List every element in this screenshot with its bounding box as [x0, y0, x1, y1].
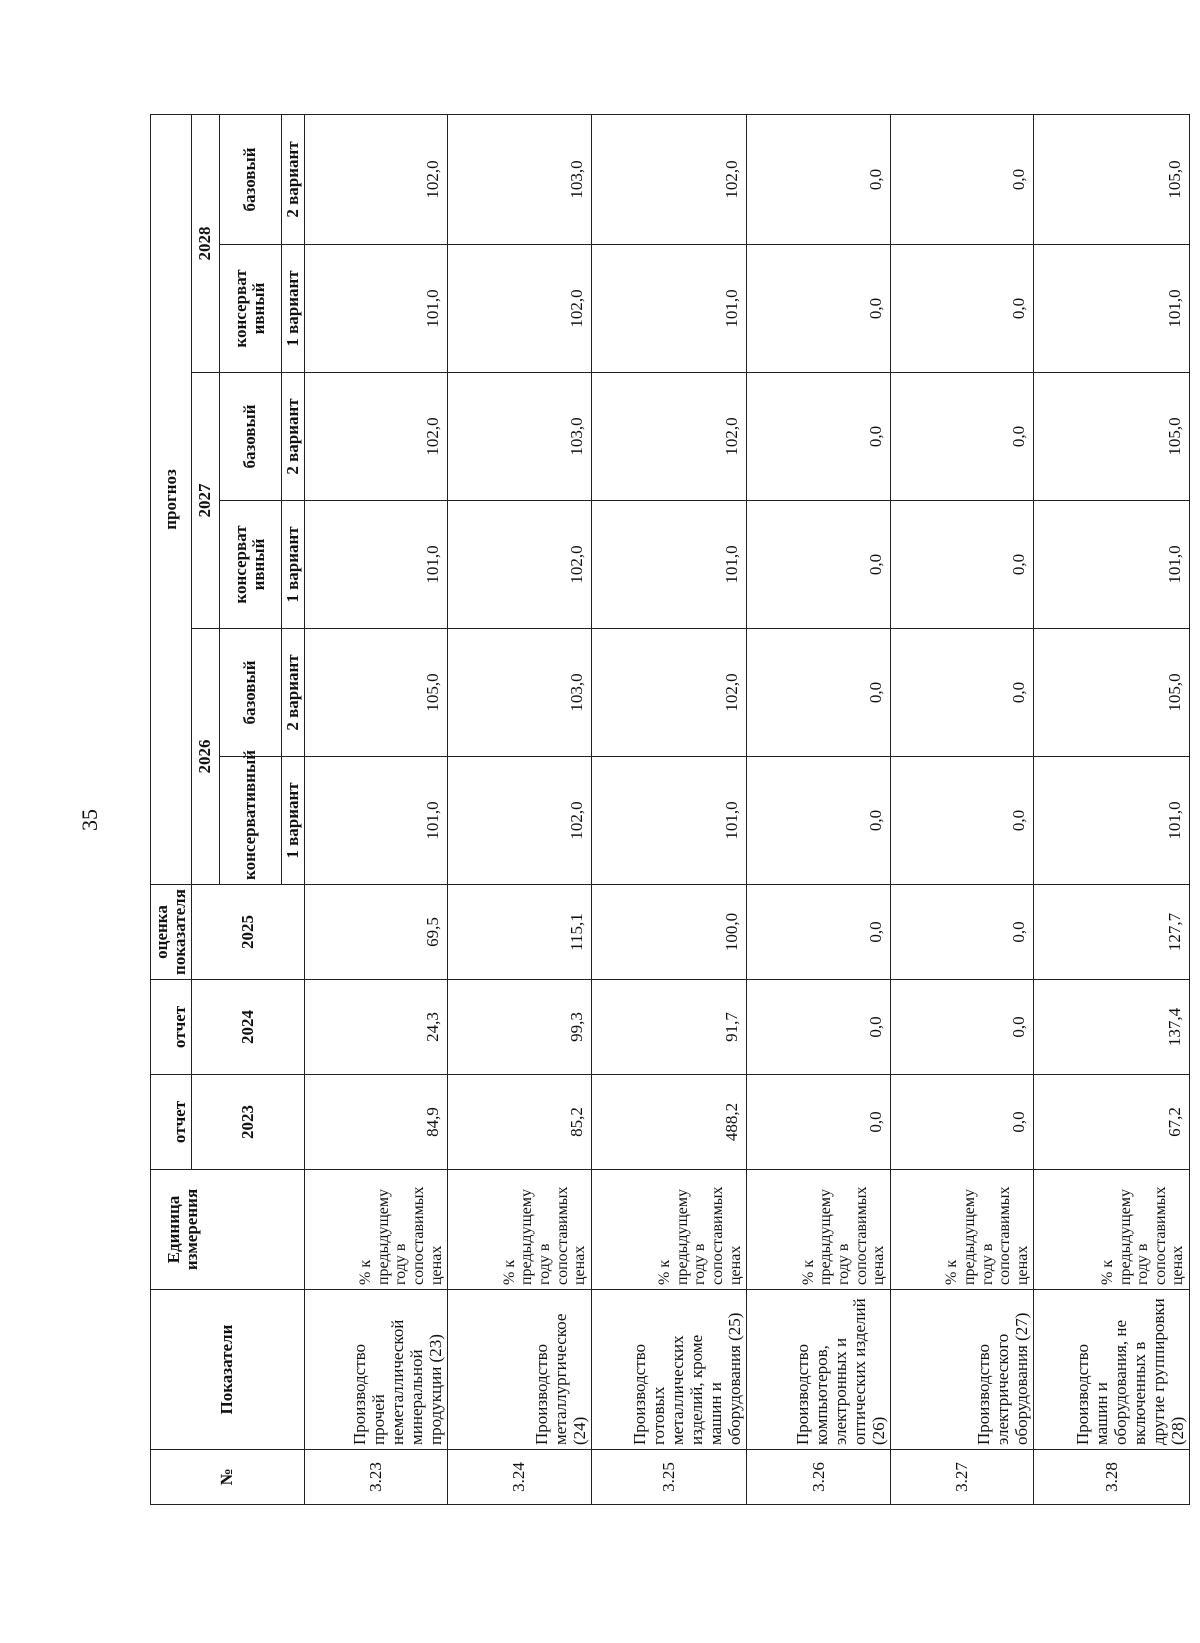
row-label: Производство компьютеров, электронных и оптических изделий (26)	[747, 1290, 891, 1450]
row-unit: % к предыдущему году в сопоставимых ценах	[1034, 1170, 1190, 1290]
value-2026-v1: 101,0	[1034, 757, 1190, 885]
row-label: Производство прочей неметаллической минеральной продукции (23)	[304, 1290, 448, 1450]
header-base-2026: базовый	[219, 629, 281, 757]
value-2026-v1: 0,0	[747, 757, 891, 885]
header-variant-1-2026: 1 вариант	[281, 757, 304, 885]
value-2027-v1: 101,0	[1034, 501, 1190, 629]
header-year-2028: 2028	[191, 114, 219, 372]
row-unit: % к предыдущему году в сопоставимых ценах	[304, 1170, 448, 1290]
value-2027-v1: 0,0	[890, 501, 1034, 629]
value-2026-v2: 0,0	[747, 629, 891, 757]
header-variant-2-2026: 2 вариант	[281, 629, 304, 757]
row-number: 3.26	[747, 1450, 891, 1505]
value-2027-v2: 102,0	[591, 373, 747, 501]
header-report-2: отчет	[151, 980, 192, 1075]
header-indicator: Показатели	[151, 1290, 305, 1450]
value-2023: 84,9	[304, 1075, 448, 1170]
table-row	[304, 114, 448, 1504]
value-2028-v1: 102,0	[448, 245, 592, 373]
page-number: 35	[77, 809, 102, 831]
value-2026-v1: 101,0	[304, 757, 448, 885]
header-variant-1-2027: 1 вариант	[281, 501, 304, 629]
header-year-2024: 2024	[191, 980, 304, 1075]
value-2028-v2: 102,0	[591, 114, 747, 244]
value-2024: 0,0	[890, 980, 1034, 1075]
value-2023: 0,0	[747, 1075, 891, 1170]
value-2025: 127,7	[1034, 885, 1190, 980]
value-2027-v2: 103,0	[448, 373, 592, 501]
header-no: №	[151, 1450, 305, 1505]
value-2027-v2: 0,0	[747, 373, 891, 501]
header-year-2025: 2025	[191, 885, 304, 980]
value-2026-v1: 101,0	[591, 757, 747, 885]
value-2026-v2: 105,0	[1034, 629, 1190, 757]
header-conservative-2028: консерват ивный	[219, 245, 281, 373]
value-2024: 0,0	[747, 980, 891, 1075]
row-label: Производство электрического оборудования (27)	[890, 1290, 1034, 1450]
value-2024: 24,3	[304, 980, 448, 1075]
value-2025: 0,0	[747, 885, 891, 980]
header-year-2026: 2026	[191, 629, 219, 885]
value-2028-v2: 0,0	[747, 114, 891, 244]
table-row	[448, 114, 592, 1504]
value-2027-v2: 105,0	[1034, 373, 1190, 501]
value-2028-v1: 101,0	[1034, 245, 1190, 373]
value-2028-v2: 103,0	[448, 114, 592, 244]
value-2026-v1: 0,0	[890, 757, 1034, 885]
value-2023: 67,2	[1034, 1075, 1190, 1170]
rotated-table-container	[150, 115, 1190, 1505]
row-unit: % к предыдущему году в сопоставимых ценах	[448, 1170, 592, 1290]
header-unit: Единица измерения	[151, 1170, 305, 1290]
header-conservative-2026: консервативный	[219, 757, 281, 885]
header-conservative-2027: консерват ивный	[219, 501, 281, 629]
value-2024: 137,4	[1034, 980, 1190, 1075]
value-2023: 85,2	[448, 1075, 592, 1170]
header-report-1: отчет	[151, 1075, 192, 1170]
value-2027-v1: 101,0	[304, 501, 448, 629]
value-2025: 115,1	[448, 885, 592, 980]
value-2028-v1: 0,0	[890, 245, 1034, 373]
value-2023: 488,2	[591, 1075, 747, 1170]
value-2027-v2: 0,0	[890, 373, 1034, 501]
row-number: 3.27	[890, 1450, 1034, 1505]
row-number: 3.25	[591, 1450, 747, 1505]
row-number: 3.28	[1034, 1450, 1190, 1505]
header-variant-2-2027: 2 вариант	[281, 373, 304, 501]
header-base-2027: базовый	[219, 373, 281, 501]
header-year-2027: 2027	[191, 373, 219, 629]
value-2026-v2: 0,0	[890, 629, 1034, 757]
row-number: 3.24	[448, 1450, 592, 1505]
row-unit: % к предыдущему году в сопоставимых ценах	[591, 1170, 747, 1290]
value-2026-v1: 102,0	[448, 757, 592, 885]
value-2025: 69,5	[304, 885, 448, 980]
header-year-2023: 2023	[191, 1075, 304, 1170]
header-variant-2-2028: 2 вариант	[281, 114, 304, 244]
row-unit: % к предыдущему году в сопоставимых ценах	[747, 1170, 891, 1290]
row-label: Производство металлургическое (24)	[448, 1290, 592, 1450]
value-2027-v1: 0,0	[747, 501, 891, 629]
header-variant-1-2028: 1 вариант	[281, 245, 304, 373]
value-2023: 0,0	[890, 1075, 1034, 1170]
row-label: Производство готовых металлических изделий, кроме машин и оборудования (25)	[591, 1290, 747, 1450]
value-2027-v1: 101,0	[591, 501, 747, 629]
value-2028-v1: 101,0	[304, 245, 448, 373]
row-unit: % к предыдущему году в сопоставимых ценах	[890, 1170, 1034, 1290]
header-forecast: прогноз	[151, 114, 192, 884]
forecast-table	[150, 114, 1190, 1505]
value-2026-v2: 103,0	[448, 629, 592, 757]
value-2028-v2: 0,0	[890, 114, 1034, 244]
value-2024: 91,7	[591, 980, 747, 1075]
value-2026-v2: 105,0	[304, 629, 448, 757]
value-2024: 99,3	[448, 980, 592, 1075]
value-2026-v2: 102,0	[591, 629, 747, 757]
table-row	[890, 114, 1034, 1504]
value-2025: 0,0	[890, 885, 1034, 980]
value-2028-v1: 101,0	[591, 245, 747, 373]
table-row	[591, 114, 747, 1504]
row-number: 3.23	[304, 1450, 448, 1505]
header-estimate: оценка показателя	[151, 885, 192, 980]
value-2028-v2: 105,0	[1034, 114, 1190, 244]
table-row	[747, 114, 891, 1504]
table-row	[1034, 114, 1190, 1504]
value-2027-v1: 102,0	[448, 501, 592, 629]
value-2027-v2: 102,0	[304, 373, 448, 501]
value-2028-v2: 102,0	[304, 114, 448, 244]
header-base-2028: базовый	[219, 114, 281, 244]
row-label: Производство машин и оборудования, не включенных в другие группировки (28)	[1034, 1290, 1190, 1450]
value-2025: 100,0	[591, 885, 747, 980]
value-2028-v1: 0,0	[747, 245, 891, 373]
